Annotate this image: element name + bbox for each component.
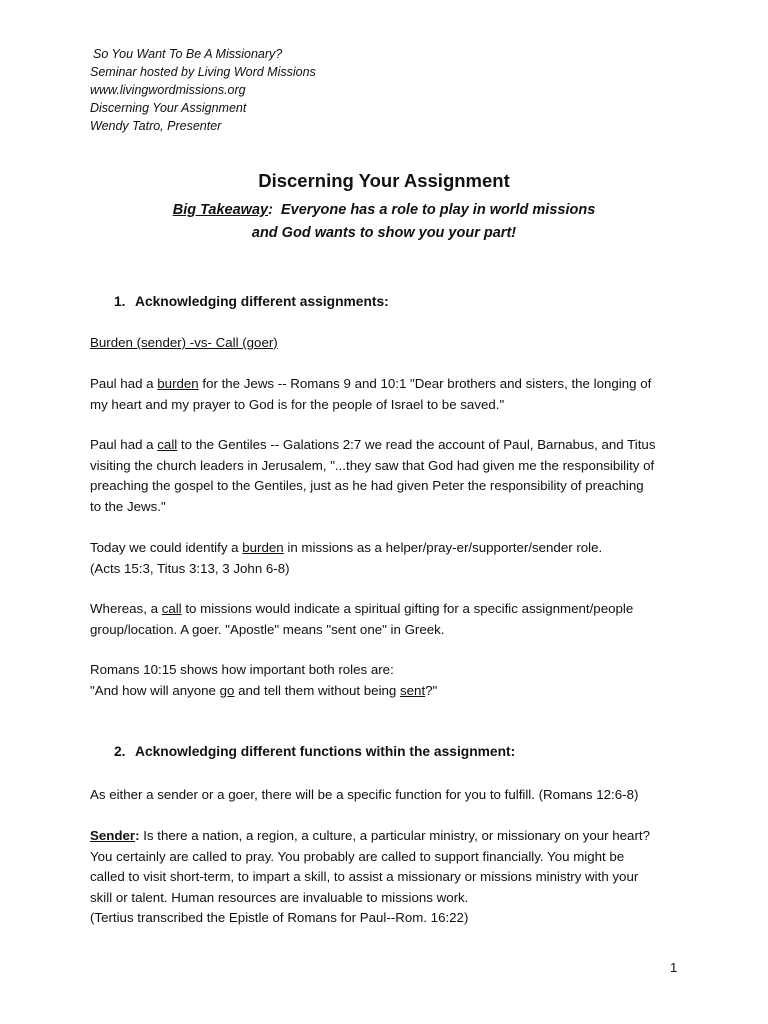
- takeaway-label: Big Takeaway: [172, 202, 269, 218]
- text-span: Today we could identify a: [90, 540, 243, 555]
- paragraph-line: called to visit short-term, to impart a skill, to assist a missionary or missions ministry with your: [90, 869, 639, 884]
- takeaway-colon: :: [268, 202, 273, 218]
- term-call-2: call: [161, 601, 182, 616]
- paragraph-paul-call: [90, 435, 690, 517]
- paragraph-paul-burden: [90, 374, 690, 415]
- paragraph-line: group/location. A goer. "Apostle" means "sent one" in Greek.: [90, 621, 445, 637]
- scripture-references: (Acts 15:3, Titus 3:13, 3 John 6-8): [90, 560, 290, 576]
- text-span: for the Jews -- Romans 9 and 10:1 "Dear brothers and sisters, the longing of: [198, 376, 652, 391]
- term-go: go: [219, 682, 235, 698]
- text-span: Is there a nation, a region, a culture, a particular ministry, or missionary on your heart?: [139, 828, 650, 843]
- header-host: Seminar hosted by Living Word Missions: [90, 65, 316, 79]
- paragraph-line: visiting the church leaders in Jerusalem, "...they saw that God had given me the responsibility of: [90, 457, 655, 473]
- section-2-number: 2.: [114, 744, 126, 759]
- text-span: to the Gentiles -- Galations 2:7 we read the account of Paul, Barnabus, and Titus: [177, 437, 656, 452]
- text-span: in missions as a helper/pray-er/supporter/sender role.: [283, 540, 603, 555]
- section-1-heading: [114, 294, 389, 309]
- term-call: call: [157, 437, 178, 452]
- text-span: and tell them without being: [234, 682, 401, 698]
- page-title: Discerning Your Assignment: [258, 170, 510, 191]
- big-takeaway: [0, 199, 768, 245]
- paragraph-line: You certainly are called to pray. You probably are called to support financially. You might be: [90, 848, 625, 864]
- text-span: Paul had a: [90, 437, 158, 452]
- term-burden: burden: [157, 376, 199, 391]
- takeaway-text-1: Everyone has a role to play in world missions: [281, 202, 596, 218]
- section-1-heading-text: Acknowledging different assignments:: [135, 294, 389, 309]
- header-website: www.livingwordmissions.org: [90, 83, 246, 97]
- text-span: to missions would indicate a spiritual gifting for a specific assignment/people: [181, 601, 634, 616]
- paragraph-line: preaching the gospel to the Gentiles, just as he had given Peter the responsibility of preaching: [90, 478, 644, 493]
- takeaway-text-2: and God wants to show you your part!: [251, 225, 517, 241]
- paragraph-sender: [90, 826, 690, 929]
- sender-label: Sender: [90, 828, 136, 843]
- paragraph-romans-10-15: [90, 660, 690, 701]
- paragraph-specific-function: [90, 785, 690, 806]
- section-1-subheading: [90, 333, 690, 354]
- header-presenter: Wendy Tatro, Presenter: [90, 119, 222, 133]
- term-sent: sent: [400, 682, 426, 698]
- takeaway-line-1: [0, 199, 768, 222]
- text-span: "And how will anyone: [90, 682, 220, 698]
- paragraph-line: Romans 10:15 shows how important both roles are:: [90, 662, 394, 677]
- paragraph-line: my heart and my prayer to God is for the people of Israel to be saved.": [90, 396, 505, 412]
- paragraph-burden-role: [90, 538, 690, 579]
- section-1-number: 1.: [114, 294, 126, 309]
- header-topic: Discerning Your Assignment: [90, 101, 247, 115]
- paragraph-line: skill or talent. Human resources are invaluable to missions work.: [90, 889, 469, 905]
- paragraph-line: As either a sender or a goer, there will be a specific function for you to fulfill. (Romans 12:6-8): [90, 787, 639, 802]
- text-span: Paul had a: [90, 376, 158, 391]
- text-span: Whereas, a: [90, 601, 162, 616]
- document-header: [90, 45, 316, 135]
- section-2-heading-text: Acknowledging different functions within the assignment:: [135, 744, 516, 759]
- header-seminar-title: So You Want To Be A Missionary?: [93, 47, 283, 61]
- paragraph-line: (Tertius transcribed the Epistle of Romans for Paul--Rom. 16:22): [90, 910, 469, 925]
- page-number: 1: [670, 960, 678, 975]
- section-2-heading: [114, 744, 515, 759]
- paragraph-call-gifting: [90, 599, 690, 640]
- term-burden-2: burden: [242, 540, 284, 555]
- paragraph-line: to the Jews.": [90, 498, 166, 514]
- text-span: ?": [425, 682, 438, 698]
- sender-colon: :: [135, 828, 140, 843]
- burden-vs-call-subheading: Burden (sender) -vs- Call (goer): [90, 335, 278, 350]
